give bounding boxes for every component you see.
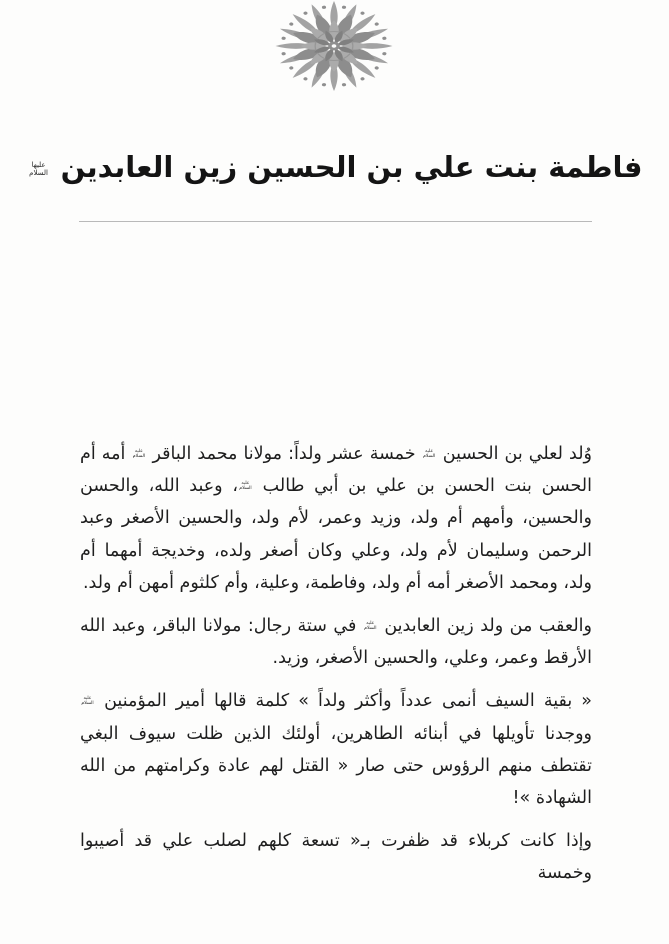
- text-run: وإذا كانت كربلاء قد ظفرت بـ« تسعة كلهم لصلب علي قد أصيبوا وخمسة: [80, 831, 592, 884]
- floral-rosette-ornament: [268, 0, 400, 92]
- paragraph-progeny-six-men: [80, 610, 592, 674]
- text-run: « بقية السيف أنمى عدداً وأكثر ولداً » كلمة قالها أمير المؤمنين: [95, 691, 592, 712]
- honorific-seal-symbol: عليه السلام: [423, 449, 436, 459]
- paragraph-children-of-zayn-al-abidin: [80, 438, 592, 599]
- rosette-svg: [268, 0, 400, 92]
- honorific-seal-symbol: عليها السلام: [29, 161, 48, 177]
- honorific-seal-symbol: عليه السلام: [239, 481, 252, 492]
- text-run: أمه أم الحسن بنت الحسن بن علي بن أبي طالب: [80, 444, 592, 497]
- paragraph-karbala-opening: [80, 825, 592, 889]
- text-run: والعقب من ولد زين العابدين: [377, 616, 592, 637]
- honorific-seal-symbol: عليه السلام: [132, 449, 146, 459]
- chapter-title: [0, 150, 669, 184]
- text-run: في ستة رجال: مولانا الباقر، وعبد الله الأرقط وعمر، وعلي، والحسين الأصغر، وزيد.: [80, 616, 592, 669]
- paragraph-remnant-of-the-sword-quote: [80, 685, 592, 814]
- text-run: فاطمة بنت علي بن الحسين زين العابدين: [50, 150, 643, 184]
- body-text: [80, 438, 592, 901]
- title-divider: [79, 221, 592, 222]
- honorific-seal-symbol: عليه السلام: [364, 621, 377, 632]
- text-run: ، وعبد الله، والحسن والحسين، وأمهم أم ولد، وزيد وعمر، لأم ولد، والحسين الأصغر وعبد الرحمن وسليمان لأم ولد، وعلي وكان أصغر ولده، وخديجة أمهما أم ولد، ومحمد الأصغر أمه أم ولد، وفاطمة، وعلية، وأم كلثوم أمهن أم ولد.: [80, 476, 592, 593]
- text-run: وُلد لعلي بن الحسين: [436, 444, 592, 464]
- text-run: ووجدنا تأويلها في أبنائه الطاهرين، أولئك الذين ظلت سيوف البغي تقتطف منهم الرؤوس حتى صار « القتل لهم عادة وكرامتهم من الله الشهادة »!: [80, 723, 592, 809]
- honorific-seal-symbol: عليه السلام: [81, 696, 94, 707]
- text-run: خمسة عشر ولداً: مولانا محمد الباقر: [146, 444, 422, 464]
